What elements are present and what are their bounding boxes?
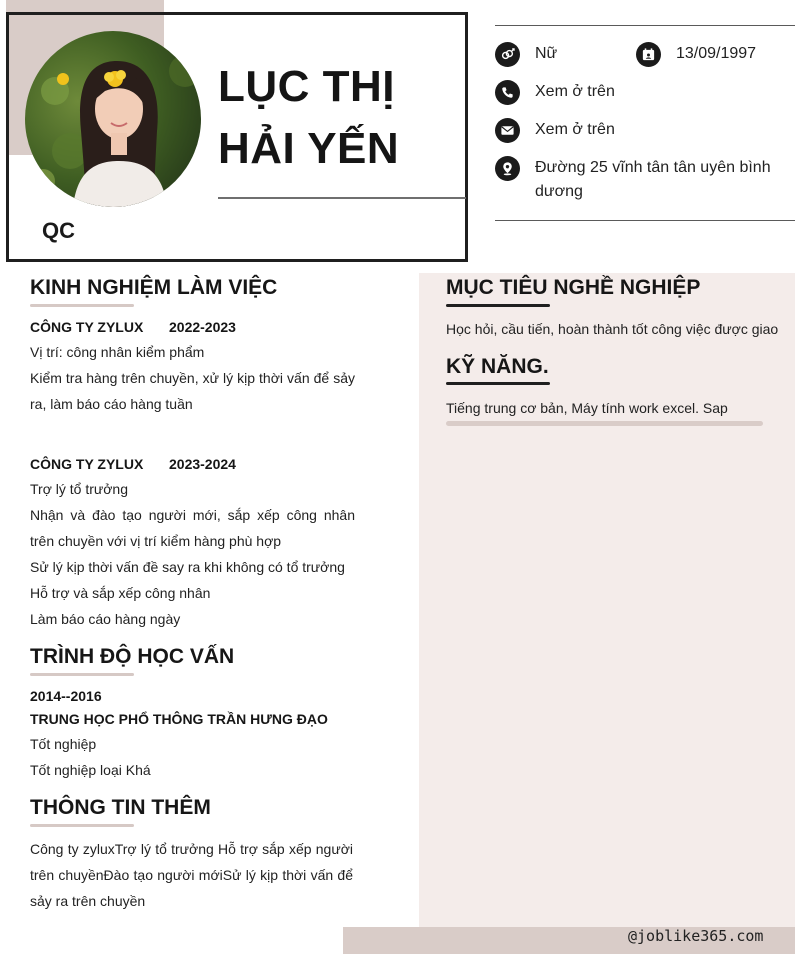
objective-title: MỤC TIÊU NGHỀ NGHIỆP xyxy=(446,276,701,299)
contact-top-rule xyxy=(495,25,795,26)
avatar xyxy=(25,31,201,207)
job2-line-4: Làm báo cáo hàng ngày xyxy=(30,611,181,627)
birthday-value: 13/09/1997 xyxy=(676,45,757,62)
contact-gender xyxy=(495,42,557,67)
watermark: @joblike365.com xyxy=(628,927,764,945)
education-school: TRUNG HỌC PHỔ THÔNG TRẦN HƯNG ĐẠO xyxy=(30,711,328,727)
skill-bar xyxy=(446,421,763,426)
email-value: Xem ở trên xyxy=(535,121,615,138)
job1-company: CÔNG TY ZYLUX xyxy=(30,319,144,335)
extra-info-text: Công ty zyluxTrợ lý tổ trưởng Hỗ trợ sắp xếp người trên chuyềnĐào tạo người mớiSử lý kịp thời vấn để sảy ra trên chuyền xyxy=(30,841,353,909)
extra-info-title: THÔNG TIN THÊM xyxy=(30,796,211,819)
address-value: Đường 25 vĩnh tân tân uyên bình dương xyxy=(535,159,771,200)
experience-title: KINH NGHIỆM LÀM VIỆC xyxy=(30,276,278,299)
contact-address xyxy=(495,156,780,204)
job-title: QC xyxy=(42,218,75,243)
contact-email xyxy=(495,118,615,143)
objective-underline xyxy=(446,304,550,307)
full-name xyxy=(218,56,399,180)
job2-line-2: Sử lý kịp thời vấn đề say ra khi không có tổ trưởng xyxy=(30,559,345,575)
gender-value: Nữ xyxy=(535,45,558,62)
education-title: TRÌNH ĐỘ HỌC VẤN xyxy=(30,645,235,668)
job2-line-3: Hỗ trợ và sắp xếp công nhân xyxy=(30,585,211,601)
name-line-2: HẢI YẾN xyxy=(218,124,400,173)
job2-position: Trợ lý tổ trưởng xyxy=(30,481,129,497)
calendar-icon xyxy=(636,42,661,67)
job1-position: Vị trí: công nhân kiểm phẩm xyxy=(30,344,205,360)
name-line-1: LỤC THỊ xyxy=(218,62,396,111)
job2-company: CÔNG TY ZYLUX xyxy=(30,456,144,472)
contact-bottom-rule xyxy=(495,220,795,221)
phone-value: Xem ở trên xyxy=(535,83,615,100)
gender-icon xyxy=(495,42,520,67)
job2-line-1: Nhận và đào tạo người mới, sắp xếp công nhân trên chuyền với vị trí kiểm hàng phù hợp xyxy=(30,507,355,549)
contact-birthday xyxy=(636,42,756,67)
skills-text: Tiếng trung cơ bản, Máy tính work excel. Sap xyxy=(446,400,728,416)
experience-underline xyxy=(30,304,134,307)
education-period: 2014--2016 xyxy=(30,688,102,704)
education-underline xyxy=(30,673,134,676)
education-line-1: Tốt nghiệp xyxy=(30,736,97,752)
name-divider xyxy=(218,197,466,199)
location-icon xyxy=(495,156,520,181)
skills-underline xyxy=(446,382,550,385)
job1-description: Kiểm tra hàng trên chuyền, xử lý kịp thời vấn để sảy ra, làm báo cáo hàng tuần xyxy=(30,370,355,412)
education-line-2: Tốt nghiệp loại Khá xyxy=(30,762,151,778)
contact-phone xyxy=(495,80,615,105)
skills-title: KỸ NĂNG. xyxy=(446,355,549,378)
job1-period: 2022-2023 xyxy=(169,319,236,335)
extra-info-underline xyxy=(30,824,134,827)
job2-period: 2023-2024 xyxy=(169,456,236,472)
phone-icon xyxy=(495,80,520,105)
email-icon xyxy=(495,118,520,143)
objective-text: Học hỏi, cầu tiến, hoàn thành tốt công việc được giao xyxy=(446,321,779,337)
